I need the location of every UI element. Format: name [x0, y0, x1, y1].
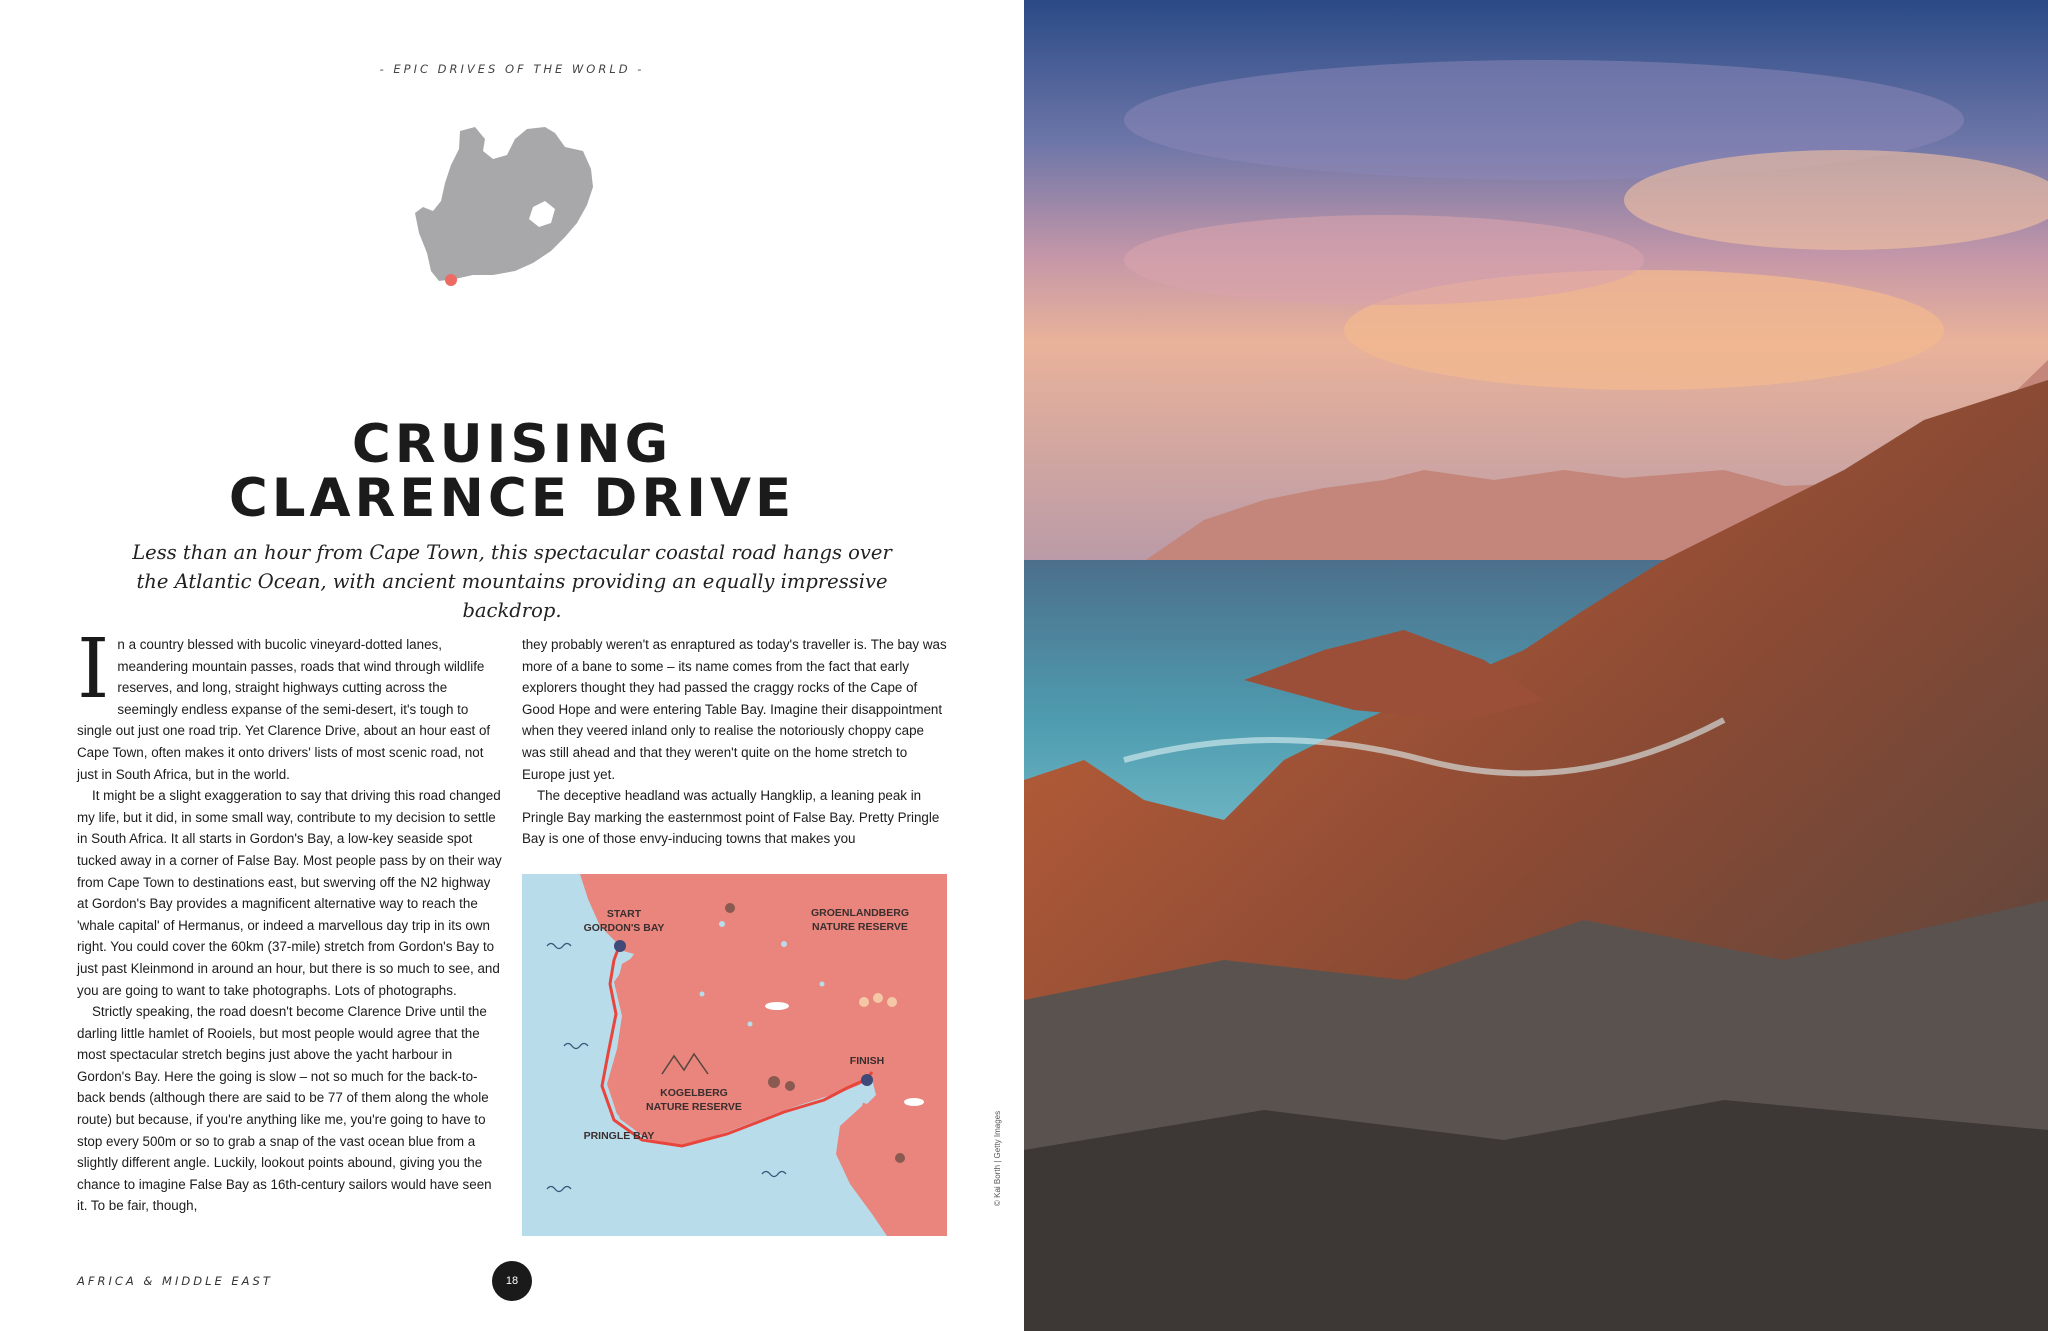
cloud-icon	[765, 1002, 789, 1010]
map-label-kogelberg: KOGELBERG	[660, 1087, 728, 1099]
section-footer: AFRICA & MIDDLE EAST	[77, 1274, 273, 1288]
south-africa-locator-map	[415, 125, 605, 295]
map-label-finish: FINISH	[849, 1055, 885, 1067]
location-marker	[445, 274, 457, 286]
article-title: CRUISING CLARENCE DRIVE	[228, 414, 796, 529]
tree-icon	[859, 997, 869, 1007]
page-number: 18	[492, 1261, 532, 1301]
map-label-gordons-bay: GORDON'S BAY	[583, 922, 665, 934]
body-column-2	[522, 634, 948, 850]
tree-icon	[887, 997, 897, 1007]
paragraph-3: Strictly speaking, the road doesn't become Clarence Drive until the darling little hamlet of Rooiels, but most people would agree that the most spectacular stretch begins just above the yacht harbour in Gordon's Bay. Here the going is slow – not so much for the back-to-back bends (although there are said to be 77 of them along the whole route) but because, if you're anything like me, you're going to have to stop every 500m or so to grab a snap of the vast ocean blue from a slightly different angle. Luckily, lookout points abound, giving you the chance to imagine False Bay as 16th-century sailors would have seen it. To be fair, though,	[77, 1004, 492, 1214]
cloud	[1624, 150, 2048, 250]
tree-icon	[785, 1081, 795, 1091]
finish-marker	[861, 1074, 873, 1086]
coastal-photo	[1024, 0, 2048, 1331]
cloud-icon	[904, 1098, 924, 1106]
tree-icon	[873, 993, 883, 1003]
standfirst: Less than an hour from Cape Town, this spectacular coastal road hangs over the Atlantic Ocean, with ancient mountains providing an equally impressive backdrop.	[132, 541, 892, 622]
body-column-1	[77, 622, 502, 1217]
photo-credit: © Kai Borth | Getty Images	[993, 1110, 1002, 1206]
map-label-pringle-bay: PRINGLE BAY	[583, 1130, 655, 1142]
paragraph-2: It might be a slight exaggeration to say that driving this road changed my life, but it did, in some small way, contribute to my decision to settle in South Africa. It all starts in Gordon's Bay, a low-key seaside spot tucked away in a corner of False Bay. Most people pass by on their way from Cape Town to destinations east, but swerving off the N2 highway at Gordon's Bay provides a magnificent alternative way to reach the 'whale capital' of Hermanus, or indeed a marvellous day trip in its own right. You could cover the 60km (37-mile) stretch from Gordon's Bay to just past Kleinmond in around an hour, but there is so much to see, and you are going to want to take photographs. Lots of photographs.	[77, 788, 502, 998]
paragraph-1: In a country blessed with bucolic vineyard-dotted lanes, meandering mountain passes, roads that wind through wildlife reserves, and long, straight highways cutting across the seemingly endless expanse of the semi-desert, it's tough to single out just one road trip. Yet Clarence Drive, about an hour east of Cape Town, often makes it onto drivers' lists of most scenic road, not just in South Africa, but in the world.	[77, 622, 491, 782]
tree-icon	[895, 1153, 905, 1163]
map-label-start: START	[606, 908, 642, 920]
map-label-kogelberg-reserve: NATURE RESERVE	[646, 1101, 742, 1113]
route-map	[522, 874, 947, 1236]
tree-icon	[768, 1076, 780, 1088]
rock-detail	[1024, 1100, 2048, 1331]
map-label-groenlandberg: GROENLANDBERG	[810, 907, 910, 919]
south-africa-shape	[415, 127, 593, 281]
running-head: - EPIC DRIVES OF THE WORLD -	[379, 62, 645, 76]
cloud	[1124, 215, 1644, 305]
paragraph-5: The deceptive headland was actually Hangklip, a leaning peak in Pringle Bay marking the easternmost point of False Bay. Pretty Pringle Bay is one of those envy-inducing towns that makes you	[522, 788, 940, 847]
map-label-groenlandberg-reserve: NATURE RESERVE	[812, 921, 908, 933]
tree-icon	[725, 903, 735, 913]
drop-cap: I	[77, 622, 110, 717]
start-marker	[614, 940, 626, 952]
paragraph-4: they probably weren't as enraptured as today's traveller is. The bay was more of a bane to some – its name comes from the fact that early explorers thought they had passed the craggy rocks of the Cape of Good Hope and were entering Table Bay. Imagine their disappointment when they veered inland only to realise the notoriously choppy cape was still ahead and that they weren't quite on the home stretch to Europe just yet.	[522, 637, 947, 782]
